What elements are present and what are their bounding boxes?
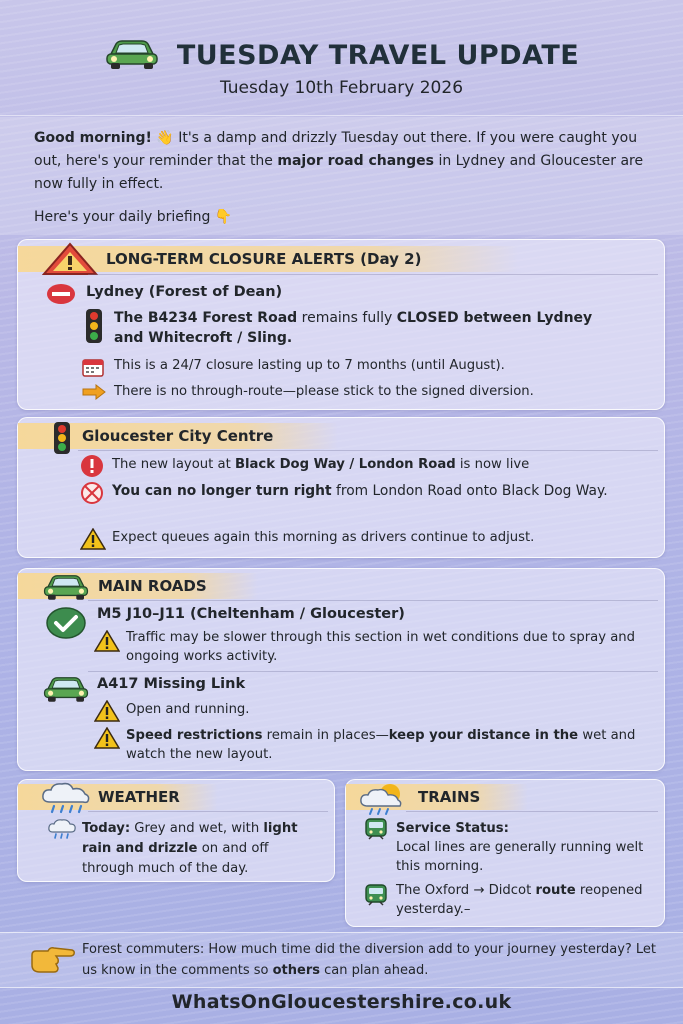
greeting: Good morning! xyxy=(34,130,152,146)
train-icon xyxy=(364,818,388,844)
warning-icon xyxy=(94,727,120,753)
weather-card xyxy=(17,779,335,882)
briefing-line xyxy=(34,206,649,229)
traffic-light-icon xyxy=(52,421,72,459)
car-icon xyxy=(42,673,90,707)
layout-text-a: The new layout at xyxy=(112,457,235,472)
arrow-right-icon xyxy=(82,384,106,404)
a417-text-b: remain in places— xyxy=(262,728,389,743)
closure-text: remains fully xyxy=(297,310,397,326)
train-route-line xyxy=(396,881,658,919)
point-down-icon: 👇 xyxy=(214,209,233,225)
divider xyxy=(88,671,658,672)
today-label: Today: xyxy=(82,821,131,836)
m5-line-1: Traffic may be slower through this section in wet conditions due to spray and ongoing works activity. xyxy=(126,630,636,664)
divider xyxy=(88,811,328,812)
intro-text-c: in Lydney and Gloucester are now fully in effect. xyxy=(34,153,644,192)
calendar-icon xyxy=(82,357,104,381)
weather-today xyxy=(82,819,322,879)
main-roads-heading-text: MAIN ROADS xyxy=(98,577,207,595)
route-text-c: reopened yesterday.– xyxy=(396,883,643,917)
intro-text-a: It's a damp and drizzly Tuesday out there. If you were caught you out, here's your reminder that the xyxy=(34,130,638,169)
gloucester-card xyxy=(17,417,665,558)
date-line: Tuesday 10th February 2026 xyxy=(219,78,464,98)
no-right-turn-detail: from London Road onto Black Dog Way. xyxy=(331,483,608,499)
route-text-b: route xyxy=(535,883,576,898)
train-status-label: Service Status: xyxy=(396,821,509,836)
no-entry-icon xyxy=(46,283,76,309)
warning-icon xyxy=(94,700,120,726)
comment-prompt xyxy=(0,932,683,988)
divider xyxy=(88,274,658,275)
rain-cloud-icon xyxy=(358,782,410,820)
closure-line-2: This is a 24/7 closure lasting up to 7 months (until August). xyxy=(114,358,505,373)
intro-text-b: major road changes xyxy=(277,153,434,169)
pointing-hand-icon xyxy=(28,941,76,979)
a417-text-d: wet and watch the new layout. xyxy=(126,728,636,762)
layout-text-c: is now live xyxy=(455,457,530,472)
page-title: TUESDAY TRAVEL UPDATE xyxy=(176,39,580,71)
gloucester-line-2 xyxy=(112,482,657,501)
closure-line-3: There is no through-route—please stick to the signed diversion. xyxy=(114,384,534,399)
question-text-b: others xyxy=(272,963,320,978)
road-name: The B4234 Forest Road xyxy=(114,310,298,326)
rain-cloud-icon xyxy=(46,818,78,844)
trains-card xyxy=(345,779,665,927)
divider xyxy=(78,450,658,451)
wave-hand-icon: 👋 xyxy=(156,130,174,146)
intro-paragraph xyxy=(34,127,649,196)
speed-restrictions: Speed restrictions xyxy=(126,728,263,743)
m5-title: M5 J10–J11 (Cheltenham / Gloucester) xyxy=(97,606,405,622)
no-right-turn-text: You can no longer turn right xyxy=(112,483,332,499)
weather-heading-text: WEATHER xyxy=(98,788,180,806)
no-turn-icon xyxy=(80,481,104,509)
divider xyxy=(88,600,658,601)
gloucester-line-1 xyxy=(112,455,652,474)
question-text-a: Forest commuters: How much time did the diversion add to your journey yesterday? Let us know in the comments so xyxy=(82,942,657,978)
briefing-text: Here's your daily briefing xyxy=(34,209,211,225)
site-url: WhatsOnGloucestershire.co.uk xyxy=(171,991,512,1013)
red-exclamation-icon xyxy=(80,454,104,482)
closure-status: CLOSED between Lydney and Whitecroft / Sling. xyxy=(114,310,593,346)
a417-line-2 xyxy=(126,726,656,764)
warning-icon xyxy=(80,528,106,554)
closure-heading-text: LONG-TERM CLOSURE ALERTS (Day 2) xyxy=(106,250,422,268)
intro-section xyxy=(0,117,683,235)
header xyxy=(0,0,683,116)
trains-heading-text: TRAINS xyxy=(418,788,481,806)
closure-line-1 xyxy=(114,308,614,348)
divider xyxy=(406,811,658,812)
today-text-b: light rain and drizzle xyxy=(82,821,298,856)
car-icon xyxy=(104,36,160,74)
train-icon xyxy=(364,884,388,910)
comment-question xyxy=(82,939,672,981)
question-text-c: can plan ahead. xyxy=(319,963,429,978)
rain-cloud-icon xyxy=(38,780,94,820)
traffic-light-icon xyxy=(84,308,104,348)
gloucester-heading-text: Gloucester City Centre xyxy=(82,427,274,445)
train-status-text: Local lines are generally running welt this morning. xyxy=(396,840,644,874)
car-icon xyxy=(42,571,90,605)
junction-name: Black Dog Way / London Road xyxy=(234,457,456,472)
route-text-a: The Oxford → Didcot xyxy=(396,883,536,898)
warning-icon xyxy=(94,630,120,656)
lydney-location: Lydney (Forest of Dean) xyxy=(86,284,283,300)
main-roads-card xyxy=(17,568,665,771)
check-circle-icon xyxy=(46,607,86,643)
gloucester-line-3: Expect queues again this morning as drivers continue to adjust. xyxy=(112,530,535,545)
closure-alerts-card xyxy=(17,239,665,410)
title-row xyxy=(0,36,683,74)
a417-line-1: Open and running. xyxy=(126,702,250,717)
a417-text-c: keep your distance in the xyxy=(388,728,579,743)
today-text-c: on and off through much of the day. xyxy=(82,841,269,876)
today-text-a: Grey and wet, with xyxy=(130,821,264,836)
a417-title: A417 Missing Link xyxy=(97,676,246,692)
